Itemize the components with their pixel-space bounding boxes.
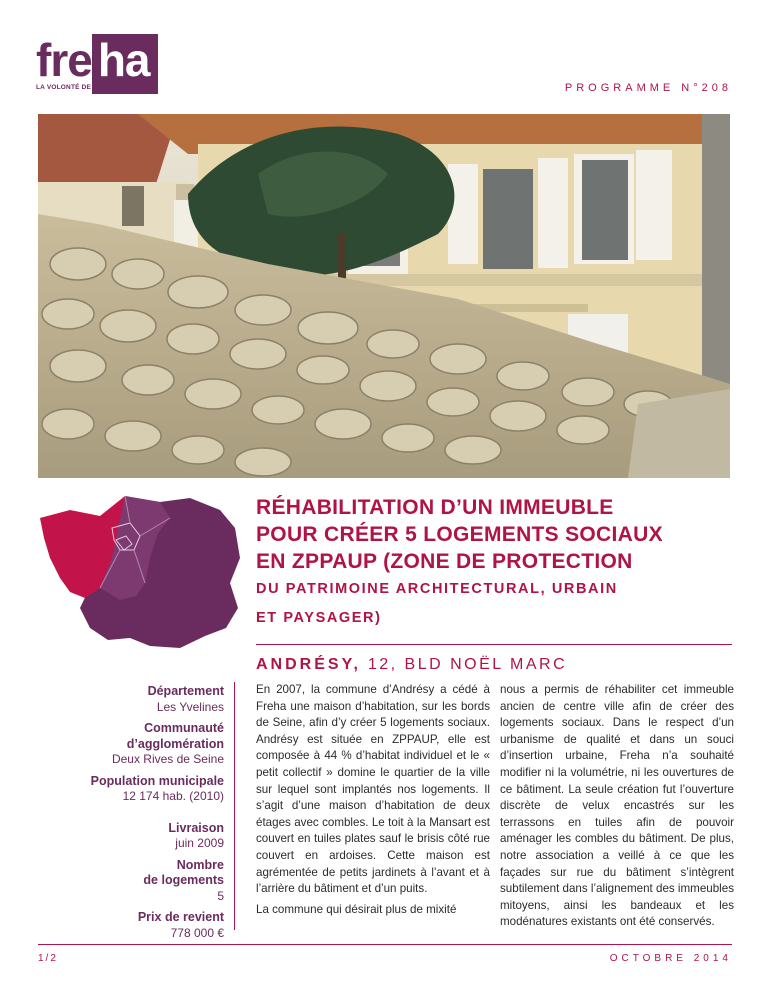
nombre-label-line2: de logements bbox=[143, 873, 224, 887]
text-column-1 bbox=[256, 682, 490, 922]
departement-label: Département bbox=[147, 684, 224, 698]
communaute-label-line1: Communauté bbox=[144, 721, 224, 735]
title-line-2: POUR CRÉER 5 LOGEMENTS SOCIAUX bbox=[256, 523, 663, 546]
population-value: 12 174 hab. (2010) bbox=[122, 789, 224, 803]
building-photo-illustration bbox=[38, 114, 730, 478]
prix-value: 778 000 € bbox=[170, 925, 224, 940]
prix-label: Prix de revient bbox=[137, 910, 224, 924]
title-line-4: DU PATRIMOINE ARCHITECTURAL, URBAIN bbox=[256, 581, 618, 597]
city-name: ANDRÉSY, bbox=[256, 656, 361, 673]
text-column-2 bbox=[500, 682, 734, 935]
sidebar-divider bbox=[234, 682, 235, 930]
publication-date: OCTOBRE 2014 bbox=[609, 953, 732, 964]
title-line-1: RÉHABILITATION D’UN IMMEUBLE bbox=[256, 496, 614, 519]
departement-value: Les Yvelines bbox=[156, 699, 224, 714]
region-map bbox=[30, 488, 246, 658]
nombre-label-line1: Nombre bbox=[176, 857, 224, 872]
logo-tagline: LA VOLONTÉ DE LOGER bbox=[36, 84, 118, 91]
street-address: 12, BLD NOËL MARC bbox=[367, 656, 568, 673]
paragraph-3: nous a permis de réhabiliter cet immeuble ancien de centre ville afin de créer des logements sociaux. Dans le respect d’un urbanisme de qualité et dans un souci d’insertion urbaine, Freha n’a souhaité modifier ni la volumétrie, ni les ouvertures de ce bâtiment. La seule création fut l’ouverture discrète de velux encastrés sur les terrassons en tuiles afin de pouvoir aménager les combles du bâtiment. De plus, notre association a veillé à ce que les façades sur rue du bâtiment s’intègrent subtilement dans l’alignement des immeubles mitoyens, ainsi les bandeaux et les modénatures existants ont été conservés. bbox=[500, 683, 734, 929]
title-line-3: EN ZPPAUP (ZONE DE PROTECTION bbox=[256, 550, 633, 573]
building-photo bbox=[38, 114, 730, 478]
paragraph-2: La commune qui désirait plus de mixité bbox=[256, 902, 457, 916]
title-line-5: ET PAYSAGER) bbox=[256, 610, 382, 626]
programme-number: PROGRAMME N°208 bbox=[564, 82, 732, 94]
location-heading bbox=[256, 656, 567, 674]
livraison-label: Livraison bbox=[168, 820, 224, 835]
ile-de-france-map bbox=[30, 488, 246, 658]
title-divider bbox=[256, 644, 732, 645]
nombre-value: 5 bbox=[217, 888, 224, 903]
livraison-value: juin 2009 bbox=[175, 836, 224, 850]
key-facts bbox=[38, 684, 224, 947]
article-title bbox=[256, 494, 738, 633]
page-number: 1/2 bbox=[38, 953, 58, 964]
communaute-value: Deux Rives de Seine bbox=[111, 752, 224, 766]
paragraph-1: En 2007, la commune d’Andrésy a cédé à Freha une maison d’habitation, sur les bords de Seine, afin d’y créer 5 logements sociaux. Andrésy est située en ZPPAUP, elle est composée à 44 % d’habitat individuel et le « petit collectif » domine le quartier de la ville sur lequel sont implantés nos logements. Il s’agit d’une maison d’habitation de deux étages avec combles. Le toit à la Mansart est couvert en tuiles plates sauf le brisis côté rue couvert en ardoises. Cette maison est agrémentée de petits jardinets à l’avant et à l’arrière du bâtiment et d’un puits. bbox=[256, 683, 490, 896]
footer-divider bbox=[38, 944, 732, 945]
communaute-label-line2: d’agglomération bbox=[126, 736, 224, 751]
population-label: Population municipale bbox=[90, 773, 224, 788]
logo-text-fre: fre bbox=[36, 34, 92, 86]
logo-text-ha: ha bbox=[92, 34, 158, 94]
